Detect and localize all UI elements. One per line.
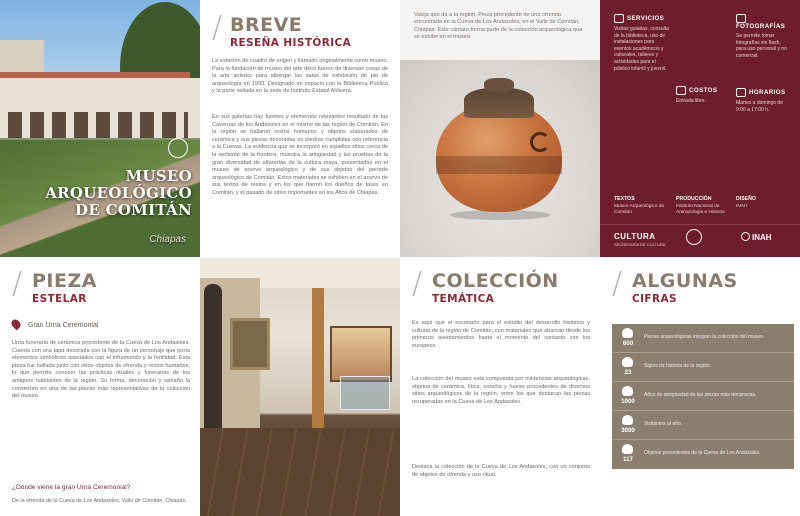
stats-list (612, 324, 794, 469)
floor-image (200, 428, 400, 516)
coleccion-paragraph-2: La colección del museo está compuesta por evidencias arqueológicas, objetos de cerámica, lítica, concha y hueso procedentes de diversos sitios arqueológicos de la región, entre los que destacan las piezas recuperadas en la Cueva de Los Andasoles. (412, 376, 590, 405)
slash-decoration: / (612, 266, 623, 301)
breve-subtitle: RESEÑA HISTÓRICA (230, 37, 352, 49)
produccion-title: PRODUCCIÓN (676, 196, 712, 202)
exhibition-room-photo (200, 258, 400, 516)
cifras-title: ALGUNAS (632, 270, 738, 292)
pieza-title: PIEZA (32, 270, 97, 292)
location-pin-icon (10, 318, 23, 331)
stat-item (612, 382, 794, 411)
stele-image (204, 284, 222, 434)
stat-label: Siglos de historia de la región. (644, 363, 711, 369)
national-seal-icon (686, 229, 702, 245)
breve-title: BREVE (230, 14, 303, 36)
stat-item (612, 440, 794, 469)
diseno-title: DISEÑO (736, 196, 756, 202)
column-image (312, 288, 324, 428)
cultura-logo: CULTURA (614, 232, 656, 241)
costos-text: Entrada libre. (676, 98, 706, 104)
pieza-question: ¿Dónde viene la gran Urna Ceremonial? (12, 484, 131, 491)
textos-title: TEXTOS (614, 196, 635, 202)
pot-rim (484, 78, 514, 92)
horarios-text: Martes a domingo de 9:00 a 17:00 h. (736, 100, 783, 113)
horarios-title: HORARIOS (749, 89, 786, 97)
stat-label: Visitantes al año. (644, 421, 682, 427)
stat-item (612, 411, 794, 440)
stat-number: 23 (624, 369, 632, 376)
coleccion-panel (400, 258, 600, 516)
pot-band (436, 156, 562, 174)
breve-panel (200, 0, 400, 257)
inah-logo-icon (741, 232, 750, 241)
breve-paragraph-1: La estación de cuadro de origen y llamado originalmente como museo. Para la fundación de museo del arte déco fueron de diversas cosas de la arte anterior para albergar las salas de exhibición de pie de arqueología en 1993. Designado en espacio con la Biblioteca Pública y la parte sellada en la sede de Instituto Estatal Ahlivera. (212, 58, 388, 95)
stat-number: 3000 (621, 427, 635, 434)
fotografias-block (736, 14, 792, 59)
costos-title: COSTOS (689, 87, 718, 95)
vessel-caption: Vasija que da a la región. Pieza procedente de una ofrenda encontrada en la Cueva de Los Andasoles, en el Valle de Comitán, Chiapas. Este cántaro forma parte de la colección arqueológica que se exhibe en el museo. (414, 12, 583, 41)
servicios-block (614, 14, 670, 72)
slash-decoration: / (412, 266, 423, 301)
cultura-logo-subtitle: SECRETARÍA DE CULTURA (614, 242, 666, 247)
produccion-credit (676, 196, 732, 217)
inah-logo: INAH (752, 233, 772, 242)
textos-credit (614, 196, 670, 217)
cover-title-line-3: DE COMITÁN (75, 201, 192, 219)
coleccion-paragraph-1: Es aquí que el escenario para el estudio del desarrollo histórico y cultural de la región de Comitán, con materiales que abarcan desde los primeros asentamientos hasta el momento del contacto con los europeos. (412, 320, 590, 349)
cover-photo-panel (0, 0, 200, 257)
fotografias-text: Se permite tomar fotografías sin flash, para uso personal y no comercial. (736, 33, 787, 59)
cifras-panel (600, 258, 800, 516)
coleccion-title: COLECCIÓN (432, 270, 559, 292)
pieza-body: Urna funeraria de cerámica procedente de la Cueva de Los Andasoles. Cuenta con una tapa decorada con la figura de un personaje que porta elementos simbólicos asociados con el inframundo y la fertilidad. Esta pieza fue hallada junto con otros objetos de ofrenda y restos humanos, lo que permite conocer las prácticas rituales y funerarias de los antiguos habitantes de la región. Su forma, decoración y tamaño la convierten en una de las piezas más representativas de la colección del museo. (12, 340, 190, 400)
display-cabinet-image (330, 326, 392, 382)
vessel-panel (400, 0, 600, 257)
stat-label: Piezas arqueológicas integran la colección del museo. (644, 334, 765, 340)
cover-title-line-1: MUSEO (125, 167, 192, 185)
coleccion-paragraph-3: Destaca la colección de la Cueva de Los Andasoles, con un conjunto de objetos de ofrenda y uso ritual. (412, 464, 590, 478)
stat-number: 600 (622, 340, 634, 347)
people-icon (622, 415, 633, 425)
dollar-icon (676, 86, 686, 95)
diseno-credit (736, 196, 792, 210)
pieza-item-name: Gran Urna Ceremonial (28, 322, 99, 329)
pot-icon (622, 357, 633, 367)
stat-number: 1000 (621, 398, 635, 405)
stat-number: 117 (623, 456, 633, 463)
pieza-estelar-panel (0, 258, 200, 516)
breve-paragraph-2: En sus galerías hay fuentes y elementos relevantes resultado de las Cavernas de los Andasoles en el mismo de las región de Comitán. En la región se hallaron restos humanos y objetos elaborados de cerámica y sus piezas decoradas en piedras cumplidas con referencia a la Cuevas. La evidencia que se incorporó en aquellos sitios cerca de la vertiente de la frontera, muestra la antigüedad y las pruebas de la gran diversidad de alfarerías de la cultura maya, presentadas en el museo de acervo arqueológico y de sus objetos del período arqueológico de Comitán. Estos materiales se exhiben en el acervo de sus textos de restos y en los que fueron los dueños de fases en Comitán, y el pasado de sitios importantes en los Altos de Chiapas. (212, 114, 388, 196)
cover-title (0, 168, 192, 219)
vitrine-image (340, 376, 390, 410)
arches-image (8, 112, 188, 138)
coleccion-subtitle: TEMÁTICA (432, 293, 495, 305)
costos-block (676, 86, 732, 105)
stat-label: Objetos procedentes de la Cueva de Los Andasoles. (644, 450, 761, 456)
camera-icon (736, 14, 746, 23)
servicios-title: SERVICIOS (627, 15, 665, 23)
horarios-block (736, 88, 792, 113)
slash-decoration: / (212, 10, 223, 45)
services-panel (600, 0, 800, 257)
cover-subtitle: Chiapas (149, 234, 186, 245)
slash-decoration: / (12, 266, 23, 301)
vessel-photo (400, 60, 600, 257)
clock-icon (736, 88, 746, 97)
building-icon (614, 14, 624, 23)
pieza-subtitle: ESTELAR (32, 293, 87, 305)
stat-item (612, 324, 794, 353)
cifras-subtitle: CIFRAS (632, 293, 677, 305)
painting-image (230, 318, 270, 370)
pot-spiral-decoration (530, 132, 550, 152)
cave-icon (622, 444, 633, 454)
diseno-text: INAH (736, 204, 748, 209)
fotografias-title: FOTOGRAFÍAS (736, 23, 786, 30)
produccion-text: Instituto Nacional de Antropología e Historia (676, 204, 725, 216)
textos-text: Museo Arqueológico de Comitán (614, 204, 665, 216)
cover-title-line-2: ARQUEOLÓGICO (45, 184, 192, 202)
stat-item (612, 353, 794, 382)
pieza-answer: De la ofrenda de la Cueva de Los Andasoles, Valle de Comitán, Chiapas. (12, 498, 187, 504)
servicios-text: Visitas guiadas, consulta de la biblioteca, uso de instalaciones para eventos académicos y culturales, talleres y actividades para el público infantil y juvenil. (614, 26, 669, 72)
stat-label: Años de antigüedad de las piezas más tempranas. (644, 392, 757, 398)
museum-logo-icon (168, 138, 188, 158)
leaf-icon (622, 328, 633, 338)
hourglass-icon (622, 386, 633, 396)
pot-neck (464, 88, 534, 118)
